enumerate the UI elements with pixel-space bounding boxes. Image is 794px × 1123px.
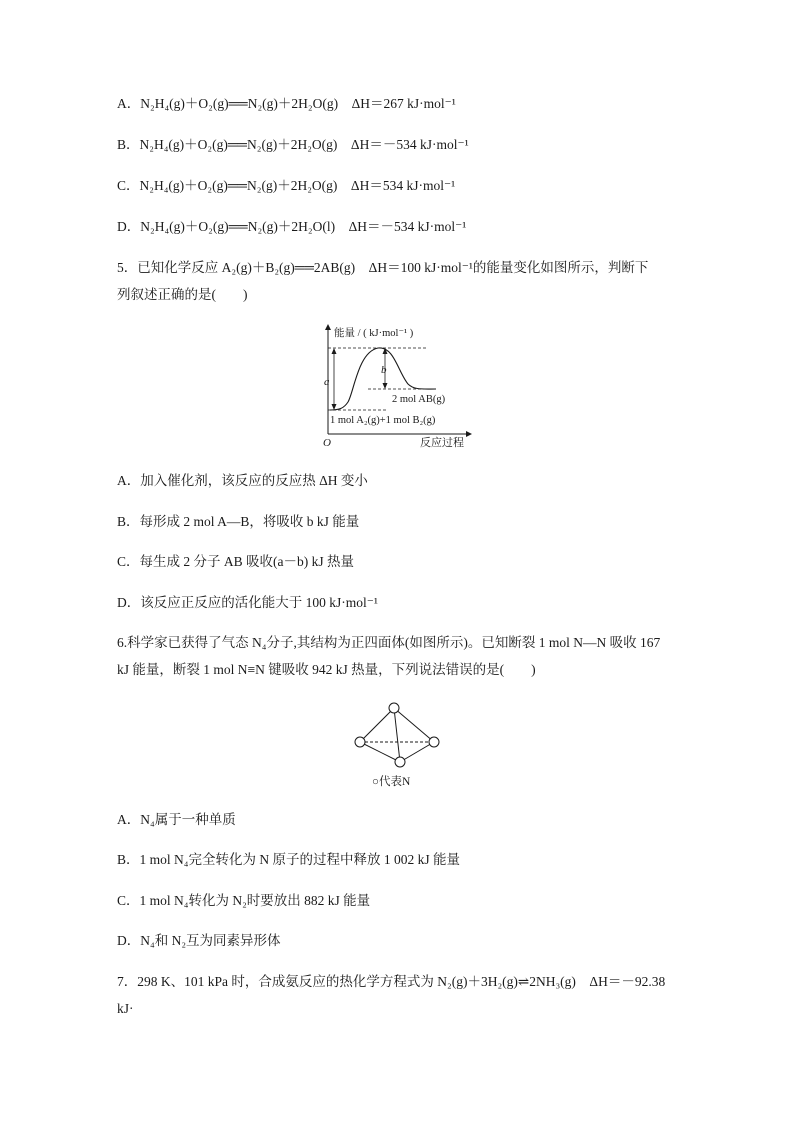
label-a: a	[324, 376, 330, 388]
q5-stem-line-2: 列叙述正确的是( )	[117, 287, 248, 302]
energy-diagram	[318, 322, 478, 450]
q5-option-d: D．该反应正反应的活化能大于 100 kJ·mol⁻¹	[117, 595, 378, 610]
option-letter: A．	[117, 96, 141, 111]
atom-circle	[389, 703, 399, 713]
q6-stem-line-2: kJ 能量，断裂 1 mol N≡N 键吸收 942 kJ 热量，下列说法错误的是( )	[117, 662, 536, 677]
q6-option-b: B．1 mol N₄完全转化为 N 原子的过程中释放 1 002 kJ 能量	[117, 852, 460, 867]
x-axis-label: 反应过程	[420, 437, 464, 449]
arrow-a-tail	[332, 404, 337, 410]
x-axis-arrow	[466, 431, 472, 437]
tetrahedron-diagram	[350, 698, 444, 794]
arrow-b-tail	[383, 383, 388, 389]
edge	[394, 708, 434, 742]
q6-option-d: D．N₄和 N₂互为同素异形体	[117, 933, 281, 948]
q4-option-a	[117, 95, 456, 113]
atom-circle	[355, 737, 365, 747]
option-letter: B．	[117, 137, 140, 152]
reactant-label: 1 mol A₂(g)+1 mol B₂(g)	[330, 415, 436, 426]
edge	[360, 708, 394, 742]
product-label: 2 mol AB(g)	[392, 394, 446, 405]
edge	[360, 742, 400, 762]
y-axis-arrow	[325, 324, 331, 330]
figure-caption: ○代表N	[372, 776, 411, 788]
equation: N₂H₄(g)＋O₂(g)══N₂(g)＋2H₂O(g)	[139, 137, 338, 152]
q4-option-d	[117, 218, 466, 236]
atom-circle	[395, 757, 405, 767]
equation: N₂H₄(g)＋O₂(g)══N₂(g)＋2H₂O(l)	[140, 219, 336, 234]
equation: N₂H₄(g)＋O₂(g)══N₂(g)＋2H₂O(g)	[139, 178, 338, 193]
enthalpy: ΔH＝534 kJ·mol⁻¹	[350, 178, 456, 193]
y-axis-label: 能量 / ( kJ·mol⁻¹ )	[334, 328, 414, 339]
edge	[394, 708, 400, 762]
arrow-a-head	[332, 348, 337, 354]
edge	[400, 742, 434, 762]
q5-option-c: C．每生成 2 分子 AB 吸收(a－b) kJ 热量	[117, 554, 354, 569]
equation: N₂H₄(g)＋O₂(g)══N₂(g)＋2H₂O(g)	[140, 96, 339, 111]
q6-option-a: A．N₄属于一种单质	[117, 812, 236, 827]
q5-stem-line-1: 5．已知化学反应 A₂(g)＋B₂(g)══2AB(g) ΔH＝100 kJ·mol⁻¹的能量变化如图所示，判断下	[117, 260, 649, 275]
label-b: b	[381, 364, 387, 376]
q5-option-b: B．每形成 2 mol A—B，将吸收 b kJ 能量	[117, 514, 360, 529]
enthalpy: ΔH＝－534 kJ·mol⁻¹	[348, 219, 467, 234]
q7-stem-line-2: kJ·	[117, 1001, 134, 1016]
option-letter: C．	[117, 178, 140, 193]
q7-stem-line-1: 7．298 K、101 kPa 时，合成氨反应的热化学方程式为 N₂(g)＋3H₂(g)⇌2NH₃(g) ΔH＝－92.38	[117, 974, 666, 989]
atom-circle	[429, 737, 439, 747]
enthalpy: ΔH＝－534 kJ·mol⁻¹	[350, 137, 469, 152]
q6-option-c: C．1 mol N₄转化为 N₂时要放出 882 kJ 能量	[117, 893, 371, 908]
q6-stem-line-1: 6.科学家已获得了气态 N₄分子,其结构为正四面体(如图所示)。已知断裂 1 mol N—N 吸收 167	[117, 635, 661, 650]
enthalpy: ΔH＝267 kJ·mol⁻¹	[351, 96, 456, 111]
q4-option-c	[117, 177, 455, 195]
option-letter: D．	[117, 219, 141, 234]
origin-label: O	[323, 437, 331, 449]
q5-option-a: A．加入催化剂，该反应的反应热 ΔH 变小	[117, 473, 368, 488]
q4-option-b	[117, 136, 469, 154]
